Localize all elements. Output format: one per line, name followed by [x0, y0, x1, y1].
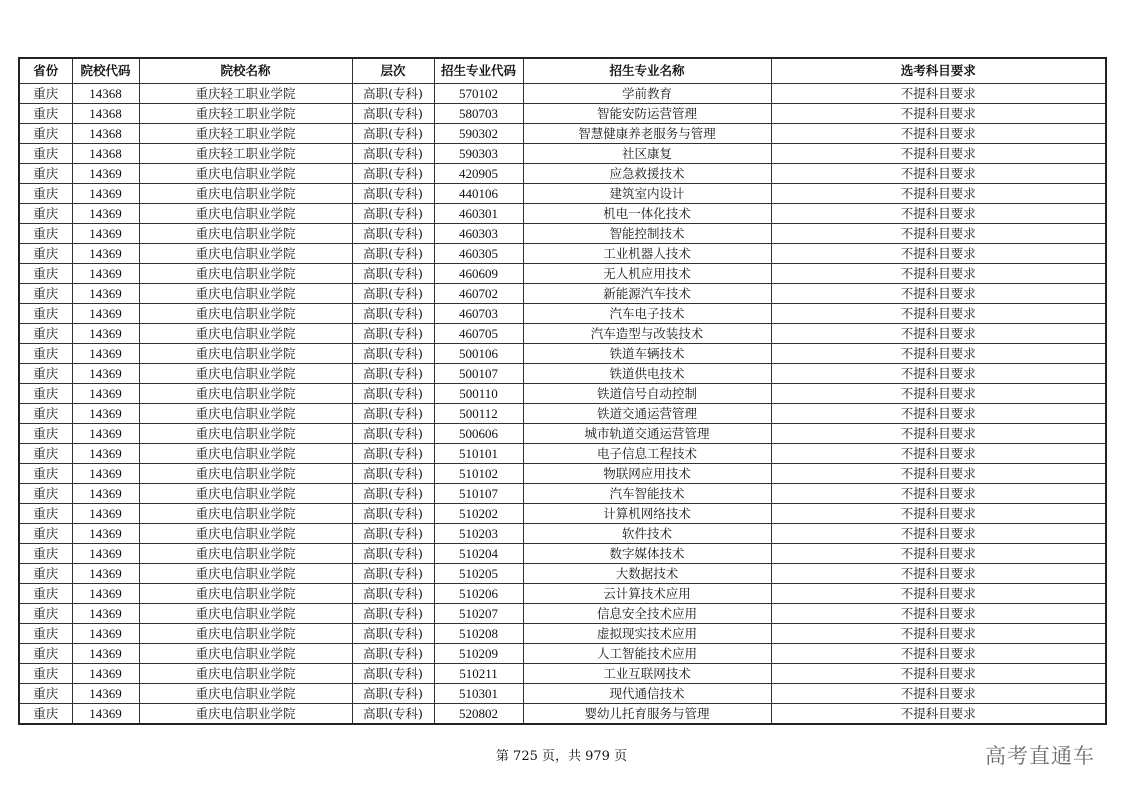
cell-level: 高职(专科): [352, 504, 434, 524]
cell-school-name: 重庆电信职业学院: [139, 624, 352, 644]
cell-major-name: 智能安防运营管理: [523, 104, 771, 124]
table-header-row: [19, 58, 1106, 84]
cell-province: 重庆: [19, 284, 72, 304]
cell-subject-requirement: 不提科目要求: [771, 104, 1106, 124]
cell-subject-requirement: 不提科目要求: [771, 304, 1106, 324]
cell-school-name: 重庆电信职业学院: [139, 564, 352, 584]
cell-school-name: 重庆轻工职业学院: [139, 104, 352, 124]
cell-major-code: 510203: [434, 524, 523, 544]
cell-major-name: 物联网应用技术: [523, 464, 771, 484]
cell-major-name: 学前教育: [523, 84, 771, 104]
cell-school-name: 重庆电信职业学院: [139, 184, 352, 204]
cell-province: 重庆: [19, 384, 72, 404]
cell-major-code: 420905: [434, 164, 523, 184]
cell-major-name: 新能源汽车技术: [523, 284, 771, 304]
cell-school-name: 重庆电信职业学院: [139, 584, 352, 604]
cell-subject-requirement: 不提科目要求: [771, 204, 1106, 224]
cell-subject-requirement: 不提科目要求: [771, 364, 1106, 384]
cell-province: 重庆: [19, 604, 72, 624]
table-row: [19, 464, 1106, 484]
table-row: [19, 584, 1106, 604]
cell-subject-requirement: 不提科目要求: [771, 704, 1106, 725]
cell-major-name: 机电一体化技术: [523, 204, 771, 224]
cell-school-code: 14369: [72, 664, 139, 684]
table-row: [19, 504, 1106, 524]
cell-school-code: 14369: [72, 584, 139, 604]
cell-major-code: 510301: [434, 684, 523, 704]
cell-major-code: 500606: [434, 424, 523, 444]
cell-major-code: 510209: [434, 644, 523, 664]
cell-province: 重庆: [19, 664, 72, 684]
table-row: [19, 684, 1106, 704]
cell-subject-requirement: 不提科目要求: [771, 284, 1106, 304]
table-row: [19, 244, 1106, 264]
cell-subject-requirement: 不提科目要求: [771, 144, 1106, 164]
table-body: [19, 84, 1106, 725]
cell-level: 高职(专科): [352, 484, 434, 504]
cell-province: 重庆: [19, 104, 72, 124]
cell-school-code: 14369: [72, 444, 139, 464]
cell-province: 重庆: [19, 564, 72, 584]
cell-major-name: 智能控制技术: [523, 224, 771, 244]
cell-province: 重庆: [19, 464, 72, 484]
cell-school-name: 重庆电信职业学院: [139, 264, 352, 284]
cell-province: 重庆: [19, 504, 72, 524]
table-row: [19, 184, 1106, 204]
cell-school-name: 重庆电信职业学院: [139, 244, 352, 264]
cell-major-code: 460705: [434, 324, 523, 344]
cell-province: 重庆: [19, 624, 72, 644]
cell-province: 重庆: [19, 324, 72, 344]
cell-province: 重庆: [19, 444, 72, 464]
cell-province: 重庆: [19, 124, 72, 144]
table-row: [19, 144, 1106, 164]
cell-level: 高职(专科): [352, 264, 434, 284]
cell-major-name: 工业机器人技术: [523, 244, 771, 264]
cell-school-code: 14369: [72, 404, 139, 424]
cell-major-name: 铁道供电技术: [523, 364, 771, 384]
cell-subject-requirement: 不提科目要求: [771, 504, 1106, 524]
cell-subject-requirement: 不提科目要求: [771, 184, 1106, 204]
cell-major-name: 人工智能技术应用: [523, 644, 771, 664]
cell-province: 重庆: [19, 584, 72, 604]
cell-school-code: 14369: [72, 424, 139, 444]
cell-major-code: 460303: [434, 224, 523, 244]
cell-school-code: 14369: [72, 564, 139, 584]
cell-province: 重庆: [19, 164, 72, 184]
cell-level: 高职(专科): [352, 544, 434, 564]
table-row: [19, 544, 1106, 564]
cell-school-code: 14369: [72, 224, 139, 244]
cell-school-name: 重庆电信职业学院: [139, 424, 352, 444]
cell-major-code: 590302: [434, 124, 523, 144]
header-major-code: 招生专业代码: [434, 58, 523, 84]
cell-major-name: 汽车电子技术: [523, 304, 771, 324]
table-row: [19, 644, 1106, 664]
table-row: [19, 604, 1106, 624]
table-row: [19, 424, 1106, 444]
cell-school-code: 14369: [72, 624, 139, 644]
cell-school-code: 14368: [72, 144, 139, 164]
cell-subject-requirement: 不提科目要求: [771, 524, 1106, 544]
cell-province: 重庆: [19, 704, 72, 725]
cell-level: 高职(专科): [352, 124, 434, 144]
table-row: [19, 264, 1106, 284]
cell-school-name: 重庆轻工职业学院: [139, 84, 352, 104]
cell-major-code: 580703: [434, 104, 523, 124]
cell-school-name: 重庆电信职业学院: [139, 484, 352, 504]
cell-subject-requirement: 不提科目要求: [771, 384, 1106, 404]
cell-level: 高职(专科): [352, 604, 434, 624]
cell-level: 高职(专科): [352, 404, 434, 424]
cell-school-name: 重庆电信职业学院: [139, 324, 352, 344]
cell-school-name: 重庆电信职业学院: [139, 204, 352, 224]
table-row: [19, 484, 1106, 504]
cell-subject-requirement: 不提科目要求: [771, 84, 1106, 104]
cell-province: 重庆: [19, 184, 72, 204]
table-row: [19, 164, 1106, 184]
cell-subject-requirement: 不提科目要求: [771, 224, 1106, 244]
cell-school-code: 14369: [72, 684, 139, 704]
cell-major-code: 510211: [434, 664, 523, 684]
cell-level: 高职(专科): [352, 684, 434, 704]
cell-province: 重庆: [19, 404, 72, 424]
cell-major-code: 460703: [434, 304, 523, 324]
cell-subject-requirement: 不提科目要求: [771, 464, 1106, 484]
table-row: [19, 224, 1106, 244]
cell-subject-requirement: 不提科目要求: [771, 424, 1106, 444]
cell-major-name: 铁道车辆技术: [523, 344, 771, 364]
cell-province: 重庆: [19, 224, 72, 244]
cell-school-name: 重庆电信职业学院: [139, 504, 352, 524]
cell-school-code: 14369: [72, 264, 139, 284]
page-number: 第 725 页，共 979 页: [495, 749, 628, 764]
cell-major-name: 城市轨道交通运营管理: [523, 424, 771, 444]
table-row: [19, 404, 1106, 424]
cell-province: 重庆: [19, 484, 72, 504]
table-row: [19, 104, 1106, 124]
cell-level: 高职(专科): [352, 244, 434, 264]
table-row: [19, 704, 1106, 725]
cell-province: 重庆: [19, 364, 72, 384]
cell-province: 重庆: [19, 424, 72, 444]
cell-level: 高职(专科): [352, 424, 434, 444]
header-school-name: 院校名称: [139, 58, 352, 84]
cell-major-name: 软件技术: [523, 524, 771, 544]
cell-school-code: 14368: [72, 84, 139, 104]
cell-major-code: 520802: [434, 704, 523, 725]
cell-major-code: 440106: [434, 184, 523, 204]
table-row: [19, 324, 1106, 344]
cell-school-name: 重庆电信职业学院: [139, 464, 352, 484]
cell-major-name: 虚拟现实技术应用: [523, 624, 771, 644]
cell-major-code: 460301: [434, 204, 523, 224]
cell-province: 重庆: [19, 304, 72, 324]
cell-school-code: 14369: [72, 364, 139, 384]
cell-province: 重庆: [19, 84, 72, 104]
cell-school-name: 重庆电信职业学院: [139, 404, 352, 424]
cell-level: 高职(专科): [352, 344, 434, 364]
cell-major-name: 汽车智能技术: [523, 484, 771, 504]
cell-school-code: 14369: [72, 384, 139, 404]
cell-major-name: 现代通信技术: [523, 684, 771, 704]
cell-level: 高职(专科): [352, 304, 434, 324]
cell-subject-requirement: 不提科目要求: [771, 604, 1106, 624]
cell-school-code: 14369: [72, 284, 139, 304]
cell-level: 高职(专科): [352, 664, 434, 684]
cell-major-name: 建筑室内设计: [523, 184, 771, 204]
cell-subject-requirement: 不提科目要求: [771, 264, 1106, 284]
cell-major-name: 铁道信号自动控制: [523, 384, 771, 404]
cell-school-name: 重庆电信职业学院: [139, 664, 352, 684]
cell-subject-requirement: 不提科目要求: [771, 664, 1106, 684]
cell-school-name: 重庆电信职业学院: [139, 284, 352, 304]
cell-level: 高职(专科): [352, 624, 434, 644]
cell-province: 重庆: [19, 144, 72, 164]
cell-subject-requirement: 不提科目要求: [771, 164, 1106, 184]
cell-major-name: 婴幼儿托育服务与管理: [523, 704, 771, 725]
cell-level: 高职(专科): [352, 644, 434, 664]
table-row: [19, 304, 1106, 324]
header-major-name: 招生专业名称: [523, 58, 771, 84]
cell-school-name: 重庆电信职业学院: [139, 704, 352, 725]
cell-major-name: 工业互联网技术: [523, 664, 771, 684]
cell-school-code: 14369: [72, 184, 139, 204]
cell-major-name: 信息安全技术应用: [523, 604, 771, 624]
cell-subject-requirement: 不提科目要求: [771, 484, 1106, 504]
table-row: [19, 204, 1106, 224]
table-row: [19, 124, 1106, 144]
watermark-logo-text: 高考直通车: [985, 744, 1095, 768]
cell-province: 重庆: [19, 544, 72, 564]
cell-major-code: 500107: [434, 364, 523, 384]
cell-school-name: 重庆电信职业学院: [139, 604, 352, 624]
cell-major-code: 460702: [434, 284, 523, 304]
cell-subject-requirement: 不提科目要求: [771, 444, 1106, 464]
cell-school-code: 14369: [72, 344, 139, 364]
cell-major-code: 510102: [434, 464, 523, 484]
table-row: [19, 384, 1106, 404]
cell-school-name: 重庆电信职业学院: [139, 684, 352, 704]
cell-level: 高职(专科): [352, 584, 434, 604]
cell-major-code: 570102: [434, 84, 523, 104]
cell-major-code: 510204: [434, 544, 523, 564]
cell-school-code: 14369: [72, 504, 139, 524]
cell-level: 高职(专科): [352, 364, 434, 384]
cell-school-code: 14369: [72, 204, 139, 224]
cell-province: 重庆: [19, 264, 72, 284]
cell-school-name: 重庆轻工职业学院: [139, 124, 352, 144]
cell-major-code: 500112: [434, 404, 523, 424]
cell-subject-requirement: 不提科目要求: [771, 244, 1106, 264]
cell-province: 重庆: [19, 344, 72, 364]
cell-major-code: 460305: [434, 244, 523, 264]
cell-major-name: 大数据技术: [523, 564, 771, 584]
cell-province: 重庆: [19, 244, 72, 264]
table-row: [19, 364, 1106, 384]
cell-school-code: 14369: [72, 524, 139, 544]
cell-major-code: 590303: [434, 144, 523, 164]
table-row: [19, 664, 1106, 684]
cell-subject-requirement: 不提科目要求: [771, 544, 1106, 564]
cell-subject-requirement: 不提科目要求: [771, 644, 1106, 664]
cell-level: 高职(专科): [352, 284, 434, 304]
cell-major-name: 云计算技术应用: [523, 584, 771, 604]
header-school-code: 院校代码: [72, 58, 139, 84]
cell-school-name: 重庆电信职业学院: [139, 644, 352, 664]
cell-level: 高职(专科): [352, 84, 434, 104]
cell-school-code: 14368: [72, 104, 139, 124]
table-row: [19, 564, 1106, 584]
cell-level: 高职(专科): [352, 524, 434, 544]
cell-major-name: 汽车造型与改装技术: [523, 324, 771, 344]
cell-school-name: 重庆电信职业学院: [139, 364, 352, 384]
header-subject-requirement: 选考科目要求: [771, 58, 1106, 84]
cell-major-code: 500106: [434, 344, 523, 364]
header-province: 省份: [19, 58, 72, 84]
cell-subject-requirement: 不提科目要求: [771, 124, 1106, 144]
cell-major-name: 智慧健康养老服务与管理: [523, 124, 771, 144]
cell-school-name: 重庆电信职业学院: [139, 524, 352, 544]
cell-school-code: 14368: [72, 124, 139, 144]
table-row: [19, 444, 1106, 464]
cell-major-name: 数字媒体技术: [523, 544, 771, 564]
cell-major-name: 铁道交通运营管理: [523, 404, 771, 424]
cell-level: 高职(专科): [352, 104, 434, 124]
cell-subject-requirement: 不提科目要求: [771, 344, 1106, 364]
cell-subject-requirement: 不提科目要求: [771, 684, 1106, 704]
cell-school-code: 14369: [72, 244, 139, 264]
cell-school-name: 重庆电信职业学院: [139, 344, 352, 364]
cell-level: 高职(专科): [352, 564, 434, 584]
table-row: [19, 344, 1106, 364]
cell-school-code: 14369: [72, 484, 139, 504]
cell-major-code: 510208: [434, 624, 523, 644]
cell-major-code: 510202: [434, 504, 523, 524]
cell-major-name: 社区康复: [523, 144, 771, 164]
cell-school-code: 14369: [72, 324, 139, 344]
cell-major-name: 计算机网络技术: [523, 504, 771, 524]
cell-school-name: 重庆轻工职业学院: [139, 144, 352, 164]
cell-major-code: 510107: [434, 484, 523, 504]
cell-major-code: 510205: [434, 564, 523, 584]
cell-province: 重庆: [19, 684, 72, 704]
cell-major-name: 无人机应用技术: [523, 264, 771, 284]
cell-school-code: 14369: [72, 464, 139, 484]
cell-level: 高职(专科): [352, 184, 434, 204]
cell-level: 高职(专科): [352, 224, 434, 244]
cell-level: 高职(专科): [352, 464, 434, 484]
cell-school-name: 重庆电信职业学院: [139, 384, 352, 404]
cell-level: 高职(专科): [352, 164, 434, 184]
table-row: [19, 624, 1106, 644]
cell-major-name: 电子信息工程技术: [523, 444, 771, 464]
cell-major-name: 应急救援技术: [523, 164, 771, 184]
cell-school-name: 重庆电信职业学院: [139, 304, 352, 324]
cell-school-code: 14369: [72, 164, 139, 184]
cell-school-name: 重庆电信职业学院: [139, 444, 352, 464]
cell-level: 高职(专科): [352, 704, 434, 725]
cell-school-name: 重庆电信职业学院: [139, 224, 352, 244]
cell-subject-requirement: 不提科目要求: [771, 624, 1106, 644]
table-row: [19, 84, 1106, 104]
cell-major-code: 500110: [434, 384, 523, 404]
cell-school-code: 14369: [72, 604, 139, 624]
cell-level: 高职(专科): [352, 384, 434, 404]
cell-major-code: 510206: [434, 584, 523, 604]
cell-school-code: 14369: [72, 304, 139, 324]
cell-school-code: 14369: [72, 704, 139, 725]
cell-level: 高职(专科): [352, 144, 434, 164]
admission-majors-table: [18, 57, 1107, 725]
cell-province: 重庆: [19, 524, 72, 544]
cell-major-code: 460609: [434, 264, 523, 284]
cell-major-code: 510207: [434, 604, 523, 624]
cell-subject-requirement: 不提科目要求: [771, 584, 1106, 604]
cell-school-code: 14369: [72, 544, 139, 564]
cell-subject-requirement: 不提科目要求: [771, 564, 1106, 584]
cell-major-code: 510101: [434, 444, 523, 464]
cell-school-name: 重庆电信职业学院: [139, 544, 352, 564]
cell-school-name: 重庆电信职业学院: [139, 164, 352, 184]
table-row: [19, 284, 1106, 304]
header-level: 层次: [352, 58, 434, 84]
cell-subject-requirement: 不提科目要求: [771, 324, 1106, 344]
cell-level: 高职(专科): [352, 444, 434, 464]
table-row: [19, 524, 1106, 544]
cell-school-code: 14369: [72, 644, 139, 664]
cell-level: 高职(专科): [352, 204, 434, 224]
cell-province: 重庆: [19, 644, 72, 664]
cell-level: 高职(专科): [352, 324, 434, 344]
cell-subject-requirement: 不提科目要求: [771, 404, 1106, 424]
cell-province: 重庆: [19, 204, 72, 224]
